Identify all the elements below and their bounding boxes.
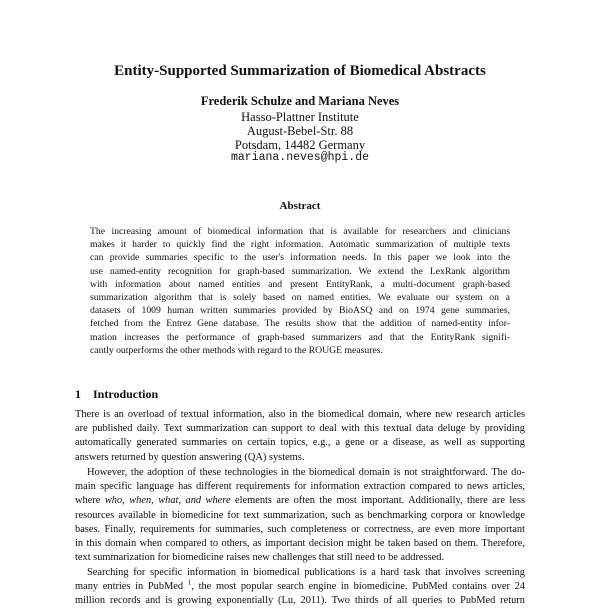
abstract-line: with information about named entities and present EntityRank, a multi-document graph-based xyxy=(90,278,510,290)
body-line: Searching for specific information in biomedical publications is a hard task that involves screening xyxy=(87,567,525,578)
paper-authors: Frederik Schulze and Mariana Neves xyxy=(200,94,400,108)
body-line: main specific language has different requirements for information extraction compared to news articles, xyxy=(75,481,525,493)
body-line: in this domain when compared to others, as important decision might be taken based on them. Therefore, xyxy=(75,538,525,550)
abstract-line: cantly outperforms the other methods with regard to the ROUGE measures. xyxy=(90,344,383,356)
body-line: automatically generated summaries on certain topics, e.g., a gene or a disease, as well as supporting xyxy=(75,437,525,449)
abstract-line: summarization algorithm that is solely based on named entities. We evaluate our system on a xyxy=(90,292,510,304)
author-email: mariana.neves@hpi.de xyxy=(230,151,370,164)
body-line: answers returned by question answering (QA) systems. xyxy=(75,451,305,463)
abstract-line: use named-entity recognition for graph-based summarization. We extend the LexRank algorithm xyxy=(90,265,510,277)
affiliation-institute: Hasso-Plattner Institute xyxy=(241,110,359,124)
body-line: resources available in biomedicine for text summarization, such as benchmarking corpora or knowledge xyxy=(75,509,525,521)
intro-paragraph-2 xyxy=(75,466,525,565)
abstract-body xyxy=(90,225,510,357)
abstract-line: can provide summaries specific to the user's information needs. In this paper we look into the xyxy=(90,252,510,264)
body-text-run: where xyxy=(75,495,105,507)
body-line xyxy=(75,580,525,594)
body-line: However, the adoption of these technologies in the biomedical domain is not straightforward. The do- xyxy=(87,467,525,478)
abstract-heading: Abstract xyxy=(279,200,321,212)
body-text-italic: who, when, what, and where xyxy=(104,495,231,507)
body-line xyxy=(75,494,525,508)
body-line: There is an overload of textual information, also in the biomedical domain, where new research articles xyxy=(75,409,525,420)
footnote-marker: 1 xyxy=(187,578,192,587)
body-text-run: many entries in PubMed xyxy=(75,581,188,593)
section-title: Introduction xyxy=(93,387,159,401)
body-line: text summarization for biomedicine raises new challenges that still need to be addressed. xyxy=(75,552,445,564)
body-line: are published daily. Text summarization can support to deal with this textual data deluge by providing xyxy=(75,423,525,435)
body-line: million records and is growing exponentially (Lu, 2011). Two thirds of all queries to PubMed return xyxy=(75,595,525,607)
intro-paragraph-3 xyxy=(75,566,525,609)
affiliation-street: August-Bebel-Str. 88 xyxy=(246,124,354,138)
intro-paragraph-1 xyxy=(75,408,525,465)
abstract-line: makes it harder to quickly find the right information. Automatic summarization of multiple texts xyxy=(90,239,510,251)
affiliation-city: Potsdam, 14482 Germany xyxy=(234,138,366,152)
paper-title: Entity-Supported Summarization of Biomedical Abstracts xyxy=(114,63,486,79)
section-heading-introduction xyxy=(75,386,158,402)
body-text-run: , the most popular search engine in biomedicine. PubMed contains over 24 xyxy=(191,581,525,593)
abstract-line: datasets of 1009 human written summaries provided by BioASQ and on 1974 gene summaries, xyxy=(90,305,510,317)
abstract-line: fetched from the Entrez Gene database. The results show that the addition of named-entity infor- xyxy=(90,318,510,330)
abstract-line: The increasing amount of biomedical information that is available for researchers and clinicians xyxy=(90,226,510,237)
abstract-line: mation increases the performance of graph-based summarizers and that the EntityRank signifi- xyxy=(90,331,510,343)
section-number: 1 xyxy=(75,387,81,401)
body-text-run: elements are often the most important. Additionally, there are less xyxy=(230,495,525,507)
body-line: bases. Finally, requirements for summaries, such completeness or correctness, are even more important xyxy=(75,523,525,535)
